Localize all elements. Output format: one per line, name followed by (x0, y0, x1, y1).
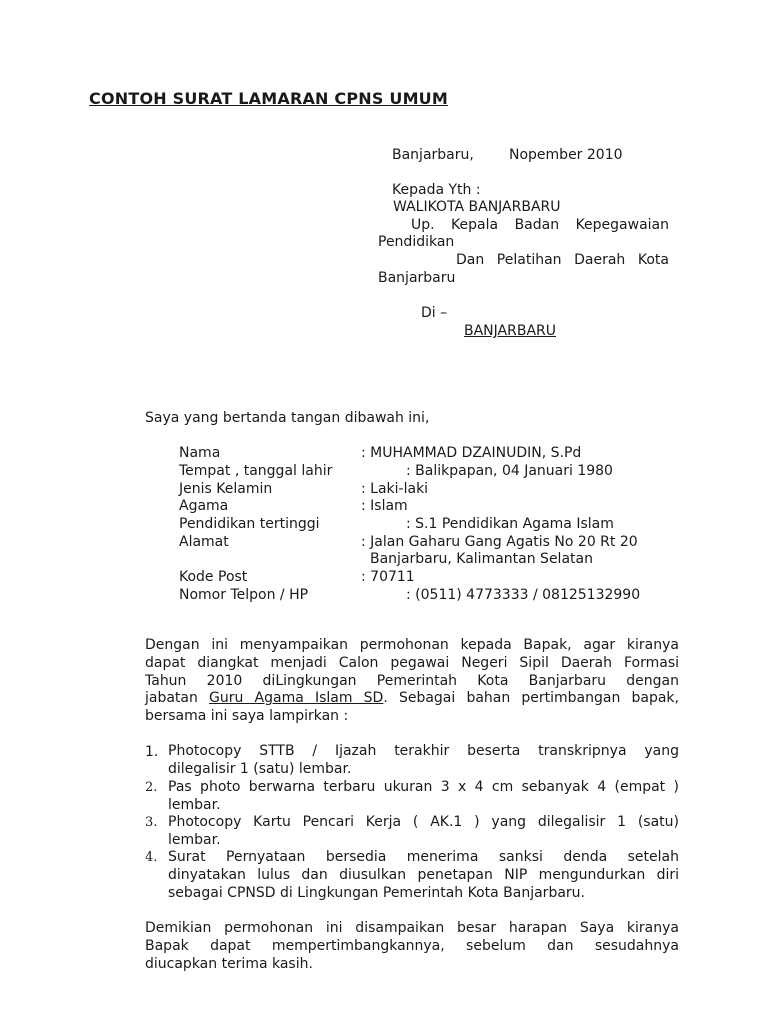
recipient-up-line-3: Dan Pelatihan Daerah Kota (456, 252, 669, 268)
closing-line-3: diucapkan terima kasih. (145, 955, 313, 972)
body-line-4-pre: jabatan (145, 690, 210, 707)
identity-label-nama: Nama (179, 445, 221, 461)
recipient-name: WALIKOTA BANJARBARU (393, 199, 561, 215)
identity-value-address: : Jalan Gaharu Gang Agatis No 20 Rt 20 (361, 534, 638, 550)
position-title: Guru Agama Islam SD (209, 690, 384, 707)
identity-value-gender: : Laki-laki (361, 481, 429, 497)
identity-label-postcode: Kode Post (179, 569, 248, 585)
intro-text: Saya yang bertanda tangan dibawah ini, (145, 410, 430, 426)
attachment-number-4: 4. (145, 850, 158, 865)
identity-label-phone: Nomor Telpon / HP (179, 587, 309, 603)
identity-value-nama: : MUHAMMAD DZAINUDIN, S.Pd (361, 445, 582, 461)
letter-date: Nopember 2010 (509, 147, 623, 163)
recipient-up-line-4: Banjarbaru (378, 270, 456, 286)
body-line-4-post: . Sebagai bahan pertimbangan bapak, (383, 690, 679, 707)
body-paragraph (145, 637, 679, 726)
attachment-4-line-1: Surat Pernyataan bersedia menerima sanksi denda setelah (168, 849, 679, 865)
attachment-1-line-2: dilegalisir 1 (satu) lembar. (168, 760, 352, 777)
body-line-1: Dengan ini menyampaikan permohonan kepada Bapak, agar kiranya (145, 637, 679, 653)
identity-value-phone: : (0511) 4773333 / 08125132990 (406, 587, 641, 603)
attachment-item-2 (168, 779, 679, 815)
body-line-3: Tahun 2010 diLingkungan Pemerintah Kota Banjarbaru dengan (145, 672, 679, 689)
closing-line-2: Bapak dapat mempertimbangkannya, sebelum dan sesudahnya (145, 937, 679, 954)
attachment-4-line-2: dinyatakan lulus dan diusulkan penetapan NIP mengundurkan diri (168, 866, 679, 883)
identity-label-gender: Jenis Kelamin (179, 481, 273, 497)
letter-place: Banjarbaru, (392, 147, 474, 163)
attachment-item-1 (168, 743, 679, 779)
document-title: CONTOH SURAT LAMARAN CPNS UMUM (89, 89, 448, 108)
attachment-2-line-2: lembar. (168, 796, 221, 813)
attachment-1-line-1: Photocopy STTB / Ijazah terakhir beserta transkripnya yang (168, 743, 679, 759)
recipient-greeting: Kepada Yth : (392, 182, 481, 198)
identity-value-ttl: : Balikpapan, 04 Januari 1980 (406, 463, 613, 479)
attachment-number-3: 3. (145, 815, 158, 830)
attachment-3-line-1: Photocopy Kartu Pencari Kerja ( AK.1 ) yang dilegalisir 1 (satu) (168, 814, 679, 830)
attachment-number-1: 1. (145, 744, 159, 760)
recipient-up-line-1: Up. Kepala Badan Kepegawaian (411, 217, 669, 233)
attachment-item-4 (168, 849, 679, 902)
identity-value-postcode: : 70711 (361, 569, 415, 585)
attachment-4-line-3: sebagai CPNSD di Lingkungan Pemerintah Kota Banjarbaru. (168, 884, 585, 901)
recipient-di: Di – (421, 305, 448, 321)
identity-label-religion: Agama (179, 498, 229, 514)
closing-paragraph (145, 920, 679, 973)
recipient-city: BANJARBARU (464, 323, 556, 339)
recipient-up-line-2: Pendidikan (378, 234, 455, 250)
body-line-4 (145, 690, 679, 708)
identity-value-religion: : Islam (361, 498, 408, 514)
identity-label-education: Pendidikan tertinggi (179, 516, 320, 532)
closing-line-1: Demikian permohonan ini disampaikan besar harapan Saya kiranya (145, 920, 679, 936)
body-line-5: bersama ini saya lampirkan : (145, 708, 349, 725)
attachment-2-line-1: Pas photo berwarna terbaru ukuran 3 x 4 cm sebanyak 4 (empat ) (168, 779, 679, 795)
attachment-item-3 (168, 814, 679, 850)
identity-value-address-2: Banjarbaru, Kalimantan Selatan (370, 551, 593, 567)
body-line-2: dapat diangkat menjadi Calon pegawai Negeri Sipil Daerah Formasi (145, 654, 679, 671)
identity-value-education: : S.1 Pendidikan Agama Islam (406, 516, 614, 532)
identity-label-ttl: Tempat , tanggal lahir (179, 463, 333, 479)
identity-label-address: Alamat (179, 534, 229, 550)
attachment-3-line-2: lembar. (168, 831, 221, 848)
attachment-number-2: 2. (145, 780, 158, 795)
